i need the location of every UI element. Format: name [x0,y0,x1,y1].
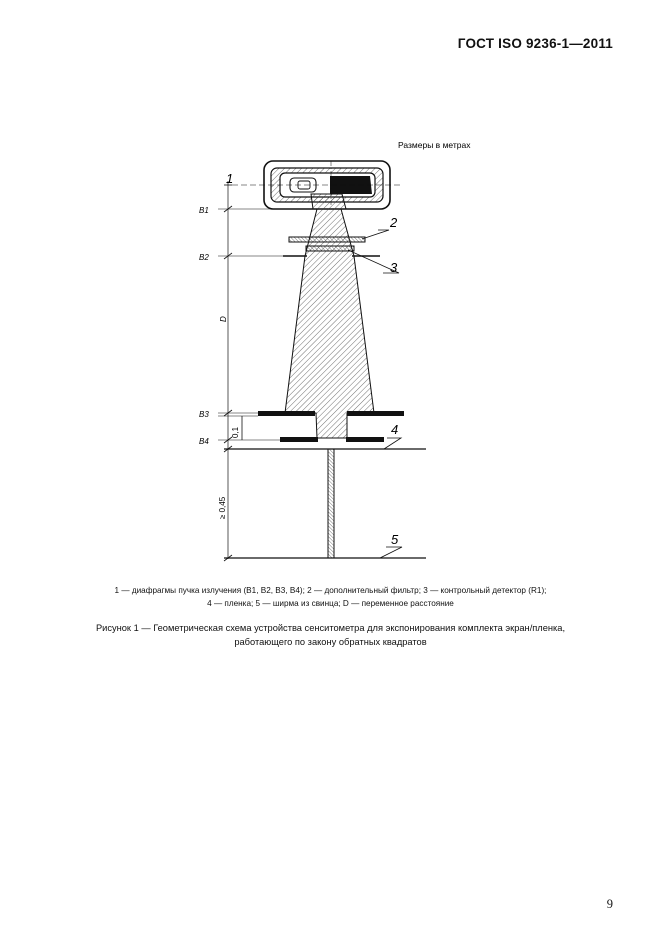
caption-line-1: Рисунок 1 — Геометрическая схема устройства сенситометра для экспонирования комплекта экран/пленка, [95,623,566,633]
callout-5: 5 [391,532,399,547]
label-dim-045: ≥ 0,45 [218,496,227,519]
legend-line-2: 4 — пленка; 5 — ширма из свинца; D — переменное расстояние [207,599,454,608]
callout-3: 3 [390,260,398,275]
level-lines [218,209,292,440]
dimension-note: Размеры в метрах [398,140,471,150]
label-dim-01: 0,1 [231,426,240,438]
figure-legend [60,584,601,610]
label-b4: B4 [199,437,209,446]
label-b2: B2 [199,253,209,262]
label-b3: B3 [199,410,209,419]
control-detector [306,246,354,251]
standard-header: ГОСТ ISO 9236-1—2011 [457,36,613,51]
label-b1: B1 [199,206,209,215]
radiation-beam [285,194,374,438]
callout-4: 4 [391,422,399,437]
legend-line-1: 1 — диафрагмы пучка излучения (B1, B2, B3, B4); 2 — дополнительный фильтр; 3 — контрольный детектор (R1); [114,586,547,595]
label-distance-d: D [219,316,228,322]
additional-filter [289,237,365,242]
figure-caption [40,621,621,649]
callout-1: 1 [226,171,234,186]
caption-line-2: работающего по закону обратных квадратов [234,637,427,647]
callout-2: 2 [390,215,398,230]
page-number: 9 [606,897,613,911]
